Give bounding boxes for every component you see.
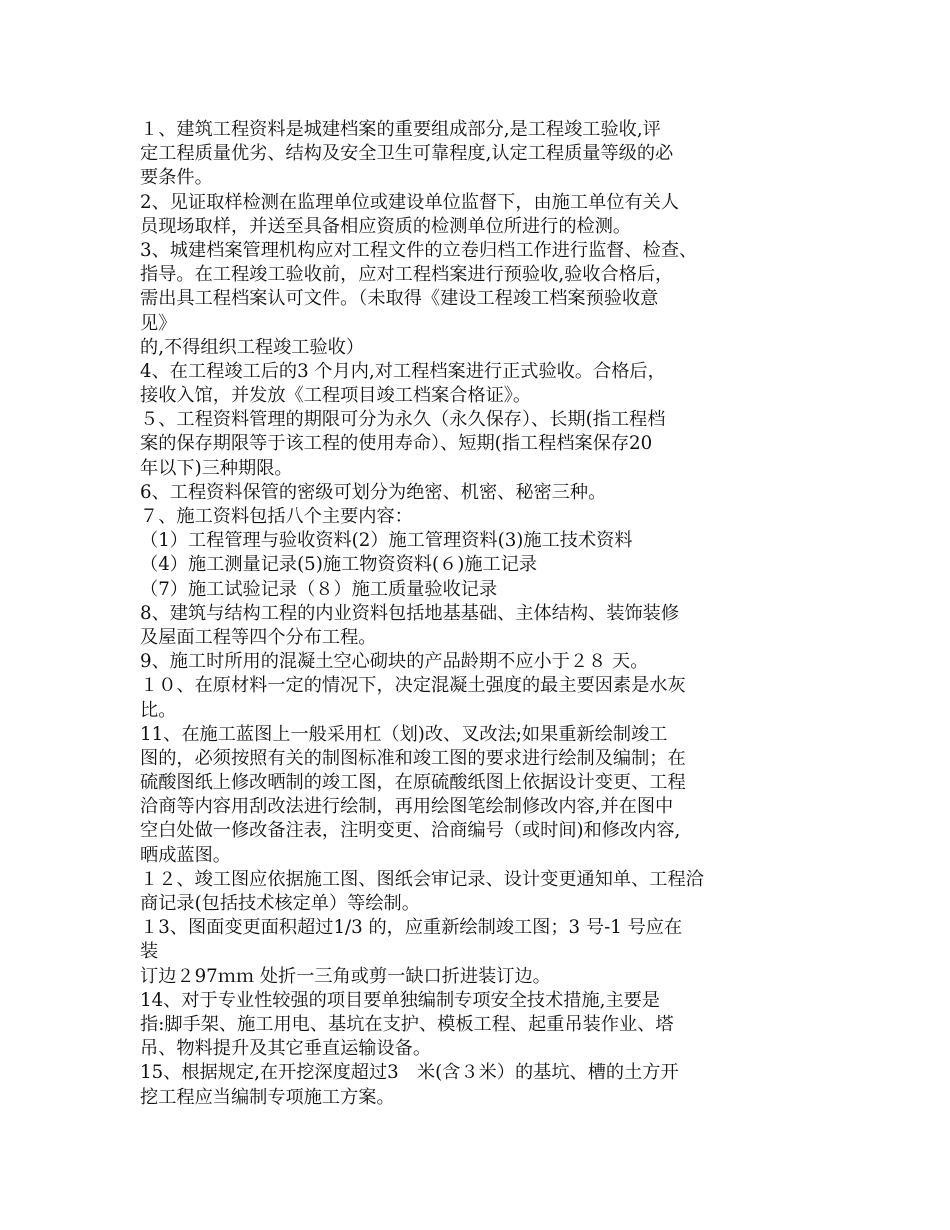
text-line: 图的，必须按照有关的制图标准和竣工图的要求进行绘制及编制；在: [140, 747, 686, 769]
text-line: （4）施工测量记录(5)施工物资资料(６)施工记录: [140, 554, 538, 576]
text-line: 定工程质量优劣、结构及安全卫生可靠程度,认定工程质量等级的必: [140, 143, 674, 165]
text-line: 晒成蓝图。: [140, 844, 231, 866]
text-line: 洽商等内容用刮改法进行绘制，再用绘图笔绘制修改内容,并在图中: [140, 796, 674, 818]
text-line: 4、在工程竣工后的3 个月内,对工程档案进行正式验收。合格后，: [140, 360, 666, 382]
text-line: 空白处做一修改备注表，注明变更、洽商编号（或时间)和修改内容,: [140, 820, 681, 842]
text-line: 比。: [140, 699, 177, 721]
text-line: 9、施工时所用的混凝土空心砌块的产品龄期不应小于２８ 天。: [140, 651, 649, 673]
text-line: 6、工程资料保管的密级可划分为绝密、机密、秘密三种。: [140, 481, 607, 503]
text-line: 14、对于专业性较强的项目要单独编制专项安全技术措施,主要是: [140, 989, 660, 1011]
text-line: 见》: [140, 312, 177, 334]
text-line: 2、见证取样检测在监理单位或建设单位监督下，由施工单位有关人: [140, 191, 680, 213]
text-line: 11、在施工蓝图上一般采用杠（划)改、叉改法;如果重新绘制竣工: [140, 723, 668, 745]
text-line: （1）工程管理与验收资料(2）施工管理资料(3)施工技术资料: [140, 530, 633, 552]
text-line: 接收入馆，并发放《工程项目竣工档案合格证》。: [140, 385, 532, 407]
text-line: １２、竣工图应依据施工图、图纸会审记录、设计变更通知单、工程洽: [140, 868, 704, 890]
document-body: [140, 118, 820, 1110]
text-line: 及屋面工程等四个分布工程。: [140, 626, 377, 648]
text-line: 需出具工程档案认可文件。（未取得《建设工程竣工档案预验收意: [140, 288, 659, 310]
text-line: 8、建筑与结构工程的内业资料包括地基基础、主体结构、装饰装修: [140, 602, 680, 624]
text-line: ７、施工资料包括八个主要内容：: [140, 506, 413, 527]
text-line: １3、图面变更面积超过1/3 的，应重新绘制竣工图；3 号-1 号应在: [140, 917, 683, 939]
text-line: 装: [140, 941, 159, 963]
text-line: ５、工程资料管理的期限可分为永久（永久保存）、长期(指工程档: [140, 409, 666, 431]
text-line: １、建筑工程资料是城建档案的重要组成部分,是工程竣工验收,评: [140, 119, 661, 140]
text-line: 吊、物料提升及其它垂直运输设备。: [140, 1038, 432, 1060]
text-line: 15、根据规定,在开挖深度超过3 米(含３米）的基坑、槽的土方开: [140, 1062, 679, 1084]
text-line: 3、城建档案管理机构应对工程文件的立卷归档工作进行监督、检查、: [140, 239, 698, 261]
text-line: 要条件。: [140, 167, 213, 189]
text-line: 员现场取样，并送至具备相应资质的检测单位所进行的检测。: [140, 215, 632, 237]
text-line: （7）施工试验记录（８）施工质量验收记录: [140, 578, 498, 600]
text-line: 年以下)三种期限。: [140, 457, 293, 479]
text-line: 案的保存期限等于该工程的使用寿命）、短期(指工程档案保存20: [140, 433, 653, 455]
text-line: 商记录(包括技术核定单）等绘制。: [140, 893, 420, 914]
text-line: 订边２97ｍｍ 处折一三角或剪一缺口折进装订边。: [140, 965, 551, 987]
text-line: 的,不得组织工程竣工验收）: [140, 336, 365, 358]
text-line: １０、在原材料一定的情况下，决定混凝土强度的最主要因素是水灰: [140, 675, 686, 697]
text-line: 指:脚手架、施工用电、基坑在支护、模板工程、起重吊装作业、塔: [140, 1013, 674, 1035]
text-line: 硫酸图纸上修改晒制的竣工图，在原硫酸纸图上依据设计变更、工程: [140, 772, 686, 794]
text-line: 指导。在工程竣工验收前，应对工程档案进行预验收,验收合格后，: [140, 264, 674, 286]
text-line: 挖工程应当编制专项施工方案。: [140, 1086, 395, 1108]
